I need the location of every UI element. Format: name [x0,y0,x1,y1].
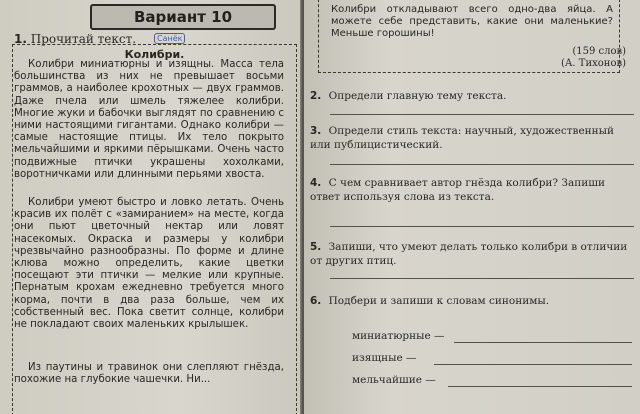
task-3-number: 3. [310,125,322,137]
task-2-number: 2. [310,90,322,102]
handwritten-stamp: Санёк [154,33,185,44]
paragraph-3: Из паутины и травинок они слепляют гнёзда, похожие на глубокие чашечки. Ни... [14,362,284,386]
task-4-text: С чем сравнивает автор гнёзда колибри? Запиши ответ используя слова из текста. [310,177,605,203]
task-5 [310,240,634,268]
task-6-text: Подбери и запиши к словам синонимы. [328,295,550,307]
task-2 [310,89,634,103]
answer-line[interactable] [330,278,634,279]
task-5-number: 5. [310,241,322,253]
paragraph-2: Колибри умеют быстро и ловко летать. Очень красив их полёт с «замиранием» на месте, когда они пьют цветочный нектар или ловят насекомых. Окраска и размеры у колибри чрезвычайно разнообразны. По форме и длине клюва можно определить, какие цветки посещают эти птички — мелкие или крупные. Пернатым крохам ежедневно требуется много корма, почти в два раза больше, чем их собственный вес. Пока светит солнце, колибри не покладают своих маленьких крылышек. [14,197,284,331]
synonym-answer-line[interactable] [434,364,632,365]
answer-line[interactable] [330,226,634,227]
synonym-word: миниатюрные — [352,330,445,342]
right-page [304,0,640,414]
task-1-label: Прочитай текст. [30,32,137,46]
task-4-number: 4. [310,177,322,189]
task-3 [310,124,634,152]
synonym-word: изящные — [352,352,417,364]
answer-line[interactable] [330,164,634,165]
synonym-answer-line[interactable] [448,386,632,387]
task-3-text: Определи стиль текста: научный, художественный или публицистический. [310,125,615,151]
variant-title: Вариант 10 [90,4,276,30]
task-4 [310,176,634,204]
word-count: (159 слов) [572,46,626,57]
continued-text: Колибри откладывают всего одно-два яйца. А можете себе представить, какие они маленькие? Меньше горошины! [331,4,613,39]
synonym-word: мельчайшие — [352,374,436,386]
task-2-text: Определи главную тему текста. [328,90,507,102]
paragraph-1: Колибри миниатюрны и изящны. Масса тела большинства из них не превышает восьми граммов, а наиболее крохотных — двух граммов. Даже пчела или шмель тяжелее колибри. Многие жуки и бабочки выглядят по сравнению с ними настоящими гигантами. Однако колибри — самые настоящие птицы. Их тело покрыто мельчайшими и яркими пёрышками. Очень часто подвижные птички украшены хохолками, воротничками или длинными перьями хвоста. [14,59,284,180]
author: (А. Тихонов) [560,58,626,69]
task-6 [310,294,634,308]
task-6-number: 6. [310,295,322,307]
answer-line[interactable] [330,114,634,115]
left-page [0,0,302,414]
task-1-number: 1. [14,32,27,46]
text-title: Колибри. [124,48,185,61]
task-5-text: Запиши, что умеют делать только колибри в отличии от других птиц. [310,241,628,267]
synonym-answer-line[interactable] [454,342,632,343]
